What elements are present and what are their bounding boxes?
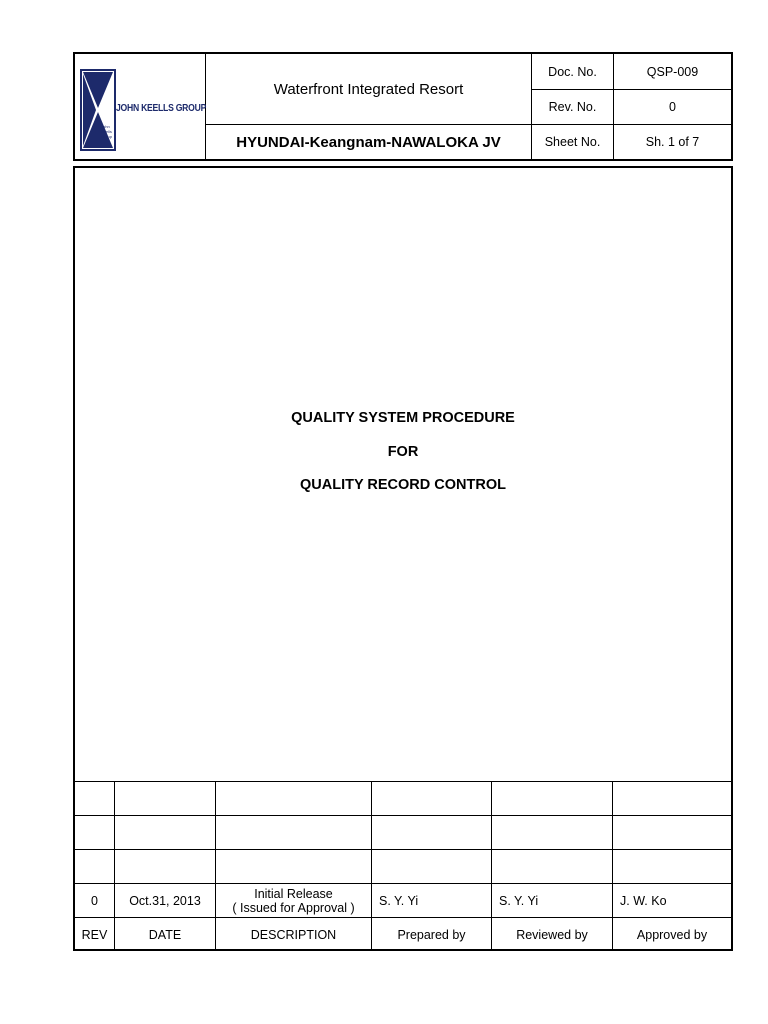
doc-no-value: QSP-009 <box>646 64 699 79</box>
rev-header-rev: REV <box>81 927 108 942</box>
rev-entry-prepared-by: S. Y. Yi <box>379 893 419 908</box>
doc-title-line2: FOR <box>387 444 419 460</box>
rev-entry-description-line1: Initial Release <box>254 886 333 901</box>
rev-header-prepared-by: Prepared by <box>397 927 466 942</box>
rev-header-date: DATE <box>148 927 182 942</box>
rev-entry-rev: 0 <box>91 893 98 908</box>
doc-title-line1: QUALITY SYSTEM PROCEDURE <box>291 410 515 426</box>
svg-text:Group: Group <box>101 134 113 139</box>
rev-entry-date: Oct.31, 2013 <box>129 893 201 908</box>
contractor-name: HYUNDAI-Keangnam-NAWALOKA JV <box>236 133 501 151</box>
svg-text:Keells: Keells <box>101 129 112 134</box>
company-logo <box>79 60 207 155</box>
rev-header-approved-by: Approved by <box>636 927 708 942</box>
header-table <box>73 52 733 161</box>
rev-entry-approved-by: J. W. Ko <box>620 893 667 908</box>
rev-no-value: 0 <box>669 100 676 114</box>
doc-no-label: Doc. No. <box>548 64 597 79</box>
logo-text: JOHN KEELLS GROUP <box>116 102 207 114</box>
rev-entry-reviewed-by: S. Y. Yi <box>499 893 539 908</box>
rev-no-label: Rev. No. <box>548 100 597 114</box>
sheet-no-label: Sheet No. <box>544 135 601 149</box>
sheet-no-value: Sh. 1 of 7 <box>645 135 700 149</box>
rev-entry-description <box>216 884 371 917</box>
svg-text:John: John <box>101 124 110 129</box>
rev-header-description: DESCRIPTION <box>250 927 337 942</box>
rev-entry-description-line2: ( Issued for Approval ) <box>232 900 355 915</box>
document-body <box>73 166 733 951</box>
project-title: Waterfront Integrated Resort <box>273 80 464 98</box>
doc-title-line3: QUALITY RECORD CONTROL <box>300 477 506 493</box>
rev-header-reviewed-by: Reviewed by <box>516 927 588 942</box>
